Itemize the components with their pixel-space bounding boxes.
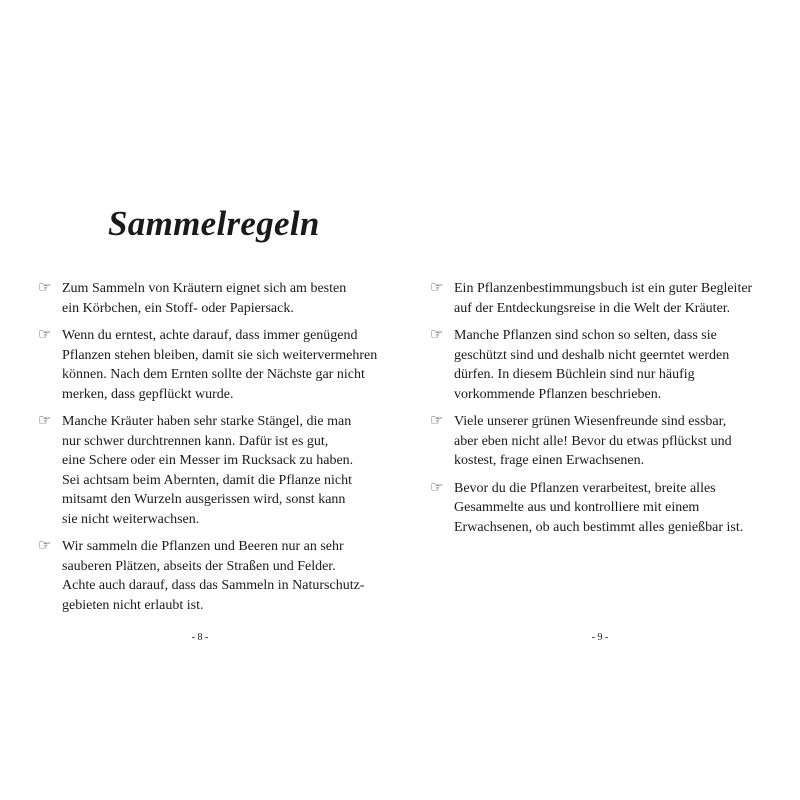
list-item: ☞ Ein Pflanzenbestimmungsbuch ist ein guter Begleiter auf der Entdeckungsreise in die Welt der Kräuter.: [430, 280, 753, 316]
pointing-hand-icon: ☞: [430, 479, 444, 496]
rules-list-right: [430, 279, 752, 545]
list-item: ☞ Manche Kräuter haben sehr starke Stängel, die man nur schwer durchtrennen kann. Dafür ist es gut, eine Schere oder ein Messer im Rucksack zu haben. Sei achtsam beim Abernten, damit die Pflanze nicht mitsamt den Wurzeln ausgerissen wird, sonst kann sie nicht weiterwachsen.: [38, 413, 354, 527]
list-item: ☞ Manche Pflanzen sind schon so selten, dass sie geschützt sind und deshalb nicht geerntet werden dürfen. In diesem Büchlein sind nur häufig vorkommende Pflanzen beschrieben.: [430, 327, 730, 402]
list-item: ☞ Wir sammeln die Pflanzen und Beeren nur an sehr sauberen Plätzen, abseits der Straßen und Felder. Achte auch darauf, dass das Sammeln in Naturschutz- gebieten nicht erlaubt ist.: [38, 538, 365, 613]
pointing-hand-icon: ☞: [38, 413, 52, 429]
list-item: ☞ Wenn du erntest, achte darauf, dass immer genügend Pflanzen stehen bleiben, damit sie sich weitervermehren können. Nach dem Ernten sollte der Nächste gar nicht merken, dass gepflückt wurde.: [38, 327, 378, 402]
pointing-hand-icon: ☞: [38, 280, 52, 296]
pointing-hand-icon: ☞: [430, 327, 444, 343]
pointing-hand-icon: ☞: [38, 538, 52, 554]
page-number: - 8 -: [191, 632, 209, 643]
page-number: - 9 -: [591, 632, 609, 643]
pointing-hand-icon: ☞: [430, 280, 444, 296]
page-title: Sammelregeln: [108, 204, 320, 243]
list-item: ☞ Viele unserer grünen Wiesenfreunde sind essbar, aber eben nicht alle! Bevor du etwas pflückst und kostest, frage einen Erwachsenen.: [430, 413, 732, 468]
pointing-hand-icon: ☞: [430, 413, 444, 429]
pointing-hand-icon: ☞: [38, 327, 52, 343]
right-page: [400, 0, 800, 800]
rules-list-left: [38, 279, 377, 623]
list-item: ☞ Zum Sammeln von Kräutern eignet sich am besten ein Körbchen, ein Stoff- oder Papiersack.: [38, 280, 347, 316]
list-item: ☞ Bevor du die Pflanzen verarbeitest, breite alles Gesammelte aus und kontrolliere mit einem Erwachsenen, ob auch bestimmt alles genießbar ist.: [430, 479, 744, 535]
